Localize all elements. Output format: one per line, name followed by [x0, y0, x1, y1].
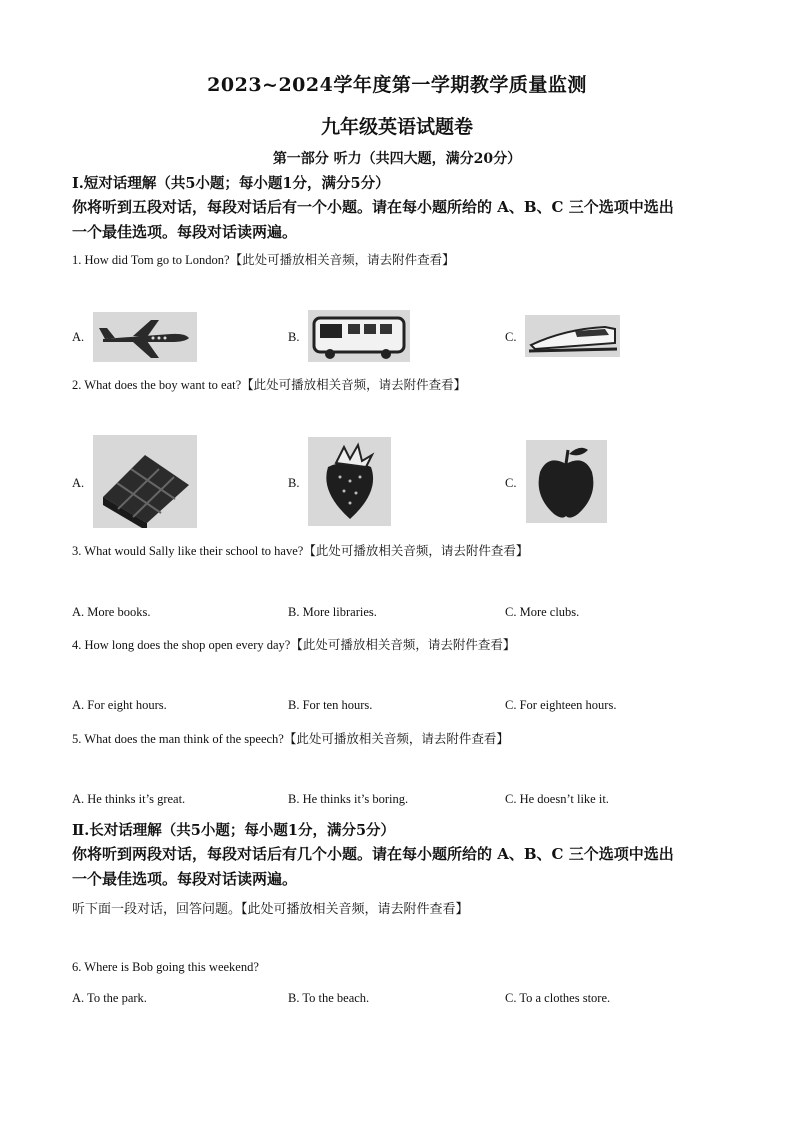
- question-3-text: 3. What would Sally like their school to have?【此处可播放相关音频，请去附件查看】: [72, 544, 529, 558]
- strawberry-icon: [308, 437, 391, 526]
- section2-instruction-line2: 一个最佳选项。每段对话读两遍。: [72, 870, 298, 888]
- bus-icon: [308, 310, 410, 362]
- section2-instruction-line1: 你将听到两段对话，每段对话后有几个小题。请在每小题所给的 A、B、C 三个选项中选出: [72, 845, 674, 863]
- q4-option-c: C. For eighteen hours.: [505, 698, 617, 712]
- q3-option-b: B. More libraries.: [288, 605, 377, 619]
- q3-option-a: A. More books.: [72, 605, 151, 619]
- airplane-icon: [93, 312, 197, 362]
- q5-option-b: B. He thinks it’s boring.: [288, 792, 409, 806]
- q6-option-a: A. To the park.: [72, 991, 147, 1005]
- q6-option-b: B. To the beach.: [288, 991, 370, 1005]
- q2-option-a-label: A.: [72, 476, 85, 490]
- part-heading: 第一部分 听力（共四大题，满分20分）: [272, 151, 522, 167]
- section1-instruction-line2: 一个最佳选项。每段对话读两遍。: [72, 223, 298, 241]
- question-6-text: 6. Where is Bob going this weekend?: [72, 960, 259, 974]
- q1-option-c-label: C.: [505, 330, 517, 344]
- q2-option-b-label: B.: [288, 476, 300, 490]
- q5-option-a: A. He thinks it’s great.: [72, 792, 186, 806]
- q5-option-c: C. He doesn’t like it.: [505, 792, 609, 806]
- exam-subtitle: 九年级英语试题卷: [320, 116, 473, 138]
- section1-heading: Ⅰ.短对话理解（共5小题；每小题1分，满分5分）: [72, 175, 390, 192]
- question-1-text: 1. How did Tom go to London?【此处可播放相关音频，请去附件查看】: [72, 253, 455, 267]
- listen-note: 听下面一段对话，回答问题。【此处可播放相关音频，请去附件查看】: [72, 901, 469, 916]
- q1-option-a-label: A.: [72, 330, 85, 344]
- q6-option-c: C. To a clothes store.: [505, 991, 611, 1005]
- section2-heading: Ⅱ.长对话理解（共5小题；每小题1分，满分5分）: [72, 822, 396, 839]
- train-icon: [525, 315, 620, 357]
- q3-option-c: C. More clubs.: [505, 605, 580, 619]
- question-5-text: 5. What does the man think of the speech?【此处可播放相关音频，请去附件查看】: [72, 732, 509, 746]
- question-4-text: 4. How long does the shop open every day?【此处可播放相关音频，请去附件查看】: [72, 638, 516, 652]
- section1-instruction-line1: 你将听到五段对话，每段对话后有一个小题。请在每小题所给的 A、B、C 三个选项中选出: [72, 198, 674, 216]
- q2-option-c-label: C.: [505, 476, 517, 490]
- q1-option-b-label: B.: [288, 330, 300, 344]
- exam-title: 2023~2024学年度第一学期教学质量监测: [207, 74, 587, 96]
- question-2-text: 2. What does the boy want to eat?【此处可播放相关音频，请去附件查看】: [72, 378, 467, 392]
- apple-icon: [526, 440, 607, 523]
- chocolate-icon: [93, 435, 197, 528]
- q4-option-b: B. For ten hours.: [288, 698, 373, 712]
- q4-option-a: A. For eight hours.: [72, 698, 167, 712]
